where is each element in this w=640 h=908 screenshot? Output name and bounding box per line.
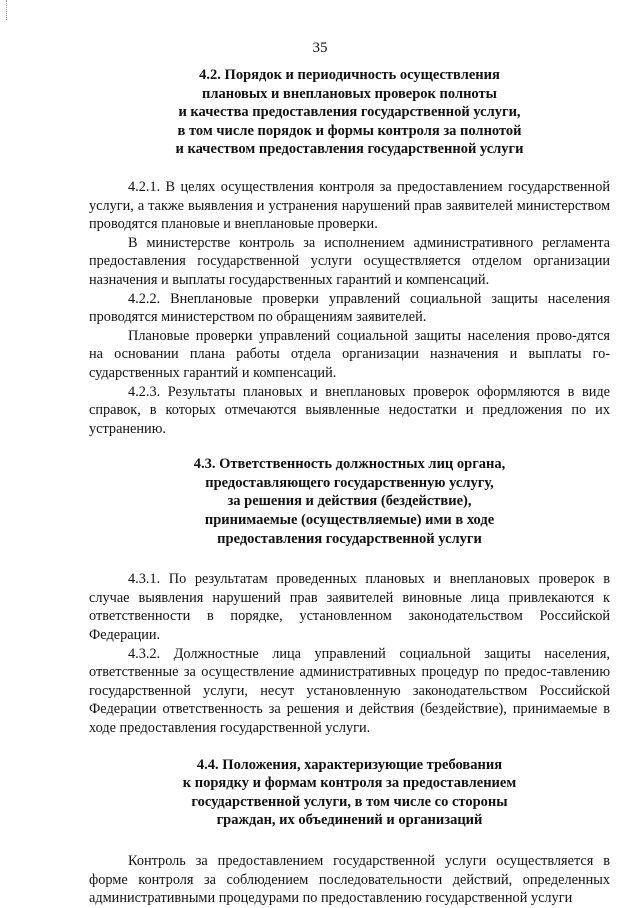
paragraph-4-2-1: 4.2.1. В целях осуществления контроля за предоставлением государственной услуги, а также выявления и устранения нарушений прав заявителей министерством проводятся плановые и внеплановые проверки.: [89, 178, 610, 233]
paragraph-4-4-control: Контроль за предоставлением государственной услуги осуществляется в форме контроля за соблюдением последовательности действий, определенных административными процедурами по предоставлению государственной услуги: [89, 852, 610, 907]
heading-line: 4.3. Ответственность должностных лиц органа,: [193, 456, 506, 473]
heading-line: за решения и действия (бездействие),: [227, 493, 472, 510]
paragraph-4-2-2: 4.2.2. Внеплановые проверки управлений социальной защиты населения проводятся министерством по обращениям заявителей.: [89, 290, 610, 326]
paragraph-4-3-2: 4.3.2. Должностные лица управлений социальной защиты населения, ответственные за осуществление административных процедур по предос-тавлению государственной услуги, несут установленную законодательством Российской Федерации ответственность за решения и действия (бездействие), принимаемые в ходе предоставления государственной услуги.: [89, 645, 610, 736]
heading-line: и качества предоставления государственной услуги,: [178, 104, 521, 121]
section-4-4-heading: [89, 756, 610, 830]
section-4-3-heading: [89, 455, 610, 548]
section-4-2-heading: [89, 66, 610, 159]
heading-line: предоставления государственной услуги: [217, 530, 482, 547]
heading-line: предоставляющего государственную услугу,: [205, 474, 494, 491]
heading-line: плановых и внеплановых проверок полноты: [202, 85, 497, 102]
heading-line: принимаемые (осуществляемые) ими в ходе: [204, 512, 495, 529]
heading-line: и качеством предоставления государственной услуги: [175, 141, 524, 158]
page-number: 35: [312, 40, 328, 56]
paragraph-ministry-control: В министерстве контроль за исполнением административного регламента предоставления государственной услуги осуществляется отделом организации назначения и выплаты государственных гарантий и компенсаций.: [89, 234, 610, 288]
heading-line: 4.4. Положения, характеризующие требования: [196, 756, 503, 773]
heading-line: 4.2. Порядок и периодичность осуществления: [199, 67, 500, 83]
heading-line: к порядку и формам контроля за предоставлением: [182, 775, 517, 792]
heading-line: граждан, их объединений и организаций: [216, 812, 483, 829]
paragraph-planned-checks: Плановые проверки управлений социальной защиты населения прово-дятся на основании плана работы отдела организации назначения и выплаты го-сударственных гарантий и компенсаций.: [89, 327, 610, 381]
page-content: [89, 66, 610, 908]
paragraph-4-2-3: 4.2.3. Результаты плановых и внеплановых проверок оформляются в виде справок, в которых отмечаются выявленные недостатки и предложения по их устранению.: [89, 383, 610, 437]
margin-mark: [6, 0, 8, 20]
heading-line: государственной услуги, в том числе со стороны: [191, 793, 508, 810]
paragraph-4-3-1: 4.3.1. По результатам проведенных плановых и внеплановых проверок в случае выявления нарушений прав заявителей виновные лица привлекаются к ответственности в порядке, установленном законодательством Российской Федерации.: [89, 571, 610, 644]
heading-line: в том числе порядок и формы контроля за полнотой: [177, 122, 522, 139]
